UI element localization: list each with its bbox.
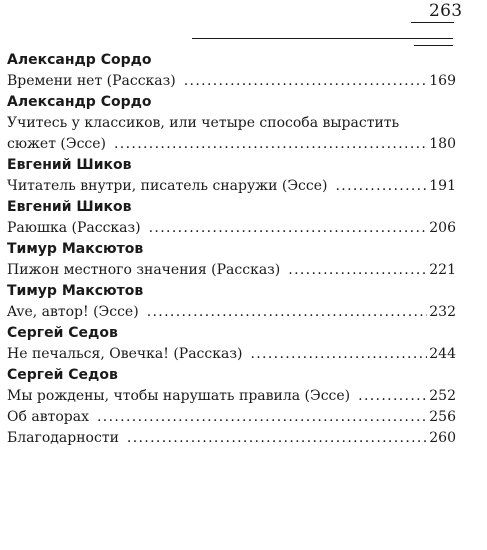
toc-author: Александр Сордо <box>7 94 152 110</box>
toc-entry-page: 244 <box>429 346 456 362</box>
toc-entry-title-line: Учитесь у классиков, или четыре способа вырастить <box>7 115 400 131</box>
toc-entry-page: 252 <box>429 388 456 404</box>
dot-leader <box>127 428 427 449</box>
toc-entry-page: 232 <box>429 304 456 320</box>
toc-entry-title: Об авторах <box>7 409 89 425</box>
toc-entry <box>7 176 456 197</box>
toc-entry-title: Раюшка (Рассказ) <box>7 220 141 236</box>
toc-entry-title: Ave, автор! (Эссе) <box>7 304 139 320</box>
toc-entry-title: Читатель внутри, писатель снаружи (Эссе) <box>7 178 328 194</box>
toc-entry-title: Пижон местного значения (Рассказ) <box>7 262 281 278</box>
table-of-contents <box>7 50 456 449</box>
toc-entry <box>7 407 456 428</box>
toc-entry <box>7 71 456 92</box>
toc-author: Сергей Седов <box>7 367 118 383</box>
toc-entry <box>7 428 456 449</box>
header-rule-long <box>192 38 453 39</box>
toc-author: Евгений Шиков <box>7 199 132 215</box>
toc-entry-title: Времени нет (Рассказ) <box>7 73 176 89</box>
toc-entry-title: Благодарности <box>7 430 119 446</box>
header-rule-bottom <box>414 45 453 46</box>
toc-author: Тимур Максютов <box>7 283 144 299</box>
dot-leader <box>250 344 427 365</box>
toc-entry <box>7 218 456 239</box>
toc-author: Александр Сордо <box>7 52 152 68</box>
toc-entry-page: 169 <box>429 73 456 89</box>
header-rule-top <box>411 22 454 23</box>
toc-entry-page: 260 <box>429 430 456 446</box>
toc-author: Тимур Максютов <box>7 241 144 257</box>
toc-entry <box>7 134 456 155</box>
toc-entry <box>7 386 456 407</box>
dot-leader <box>149 218 428 239</box>
dot-leader <box>114 134 427 155</box>
dot-leader <box>335 176 427 197</box>
dot-leader <box>97 407 427 428</box>
toc-entry <box>7 344 456 365</box>
toc-author: Сергей Седов <box>7 325 118 341</box>
page-number: 263 <box>429 1 463 21</box>
toc-entry-page: 180 <box>429 136 456 152</box>
toc-entry-title: Мы рождены, чтобы нарушать правила (Эссе) <box>7 388 351 404</box>
toc-entry-page: 256 <box>429 409 456 425</box>
toc-entry-title: сюжет (Эссе) <box>7 136 106 152</box>
toc-entry-page: 206 <box>429 220 456 236</box>
dot-leader <box>358 386 427 407</box>
dot-leader <box>288 260 427 281</box>
toc-author: Евгений Шиков <box>7 157 132 173</box>
toc-entry-page: 221 <box>429 262 456 278</box>
dot-leader <box>147 302 428 323</box>
toc-entry-page: 191 <box>429 178 456 194</box>
toc-entry <box>7 302 456 323</box>
toc-entry <box>7 260 456 281</box>
dot-leader <box>184 71 428 92</box>
toc-entry-title: Не печалься, Овечка! (Рассказ) <box>7 346 243 362</box>
